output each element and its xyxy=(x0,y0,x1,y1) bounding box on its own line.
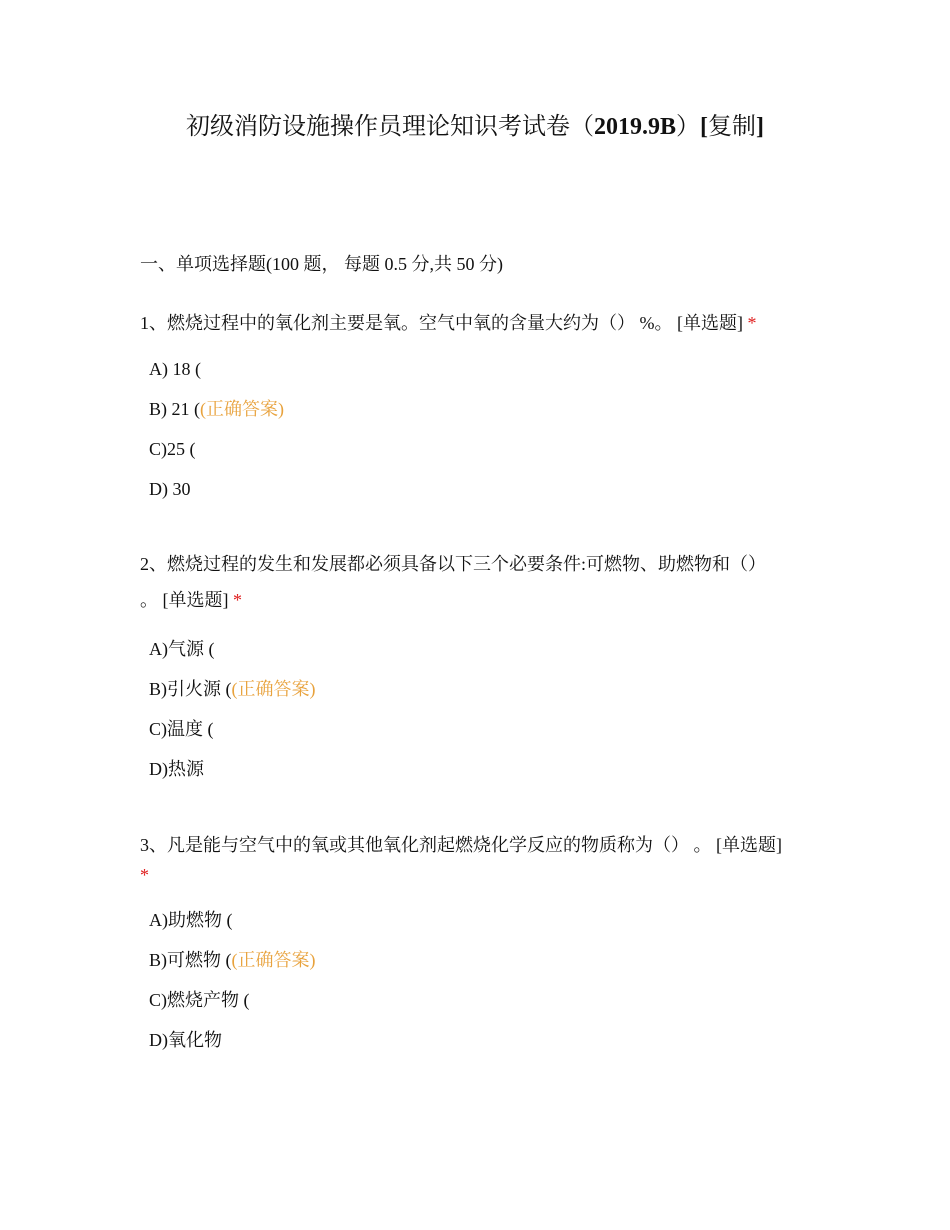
q1-option-a[interactable] xyxy=(149,357,201,381)
option-label: A) 18 ( xyxy=(149,359,201,379)
correct-answer-tag: (正确答案) xyxy=(200,399,284,419)
q3-option-b[interactable] xyxy=(149,948,316,972)
question-3-text xyxy=(140,827,820,887)
option-label: D)热源 xyxy=(149,759,204,779)
title-bracket-open: [ xyxy=(700,114,708,140)
title-copy-word: 复制 xyxy=(708,114,756,140)
question-2-prompt-line1: 2、燃烧过程的发生和发展都必须具备以下三个必要条件:可燃物、助燃物和（） xyxy=(140,554,766,574)
option-label: A)助燃物 ( xyxy=(149,910,233,930)
title-prefix: 初级消防设施操作员理论知识考试卷（ xyxy=(185,114,594,140)
q1-option-d[interactable] xyxy=(149,477,191,501)
option-label: D)氧化物 xyxy=(149,1030,222,1050)
question-3-prompt: 3、凡是能与空气中的氧或其他氧化剂起燃烧化学反应的物质称为（） 。 [单选题] xyxy=(140,835,782,855)
required-marker: * xyxy=(140,865,149,885)
correct-answer-tag: (正确答案) xyxy=(231,679,316,699)
option-label: B)可燃物 ( xyxy=(149,950,232,970)
option-label: C)温度 ( xyxy=(149,719,214,739)
question-1-text xyxy=(140,305,820,341)
title-bracket-close: ] xyxy=(756,114,764,140)
title-code: 2019.9B xyxy=(593,114,676,140)
title-close-paren: ） xyxy=(676,114,700,140)
option-label: C)25 ( xyxy=(149,439,196,459)
q3-option-d[interactable] xyxy=(149,1028,222,1052)
q1-option-b[interactable] xyxy=(149,397,284,421)
option-label: A)气源 ( xyxy=(149,639,215,659)
required-marker: * xyxy=(747,313,757,333)
option-label: B) 21 ( xyxy=(149,399,200,419)
question-2-prompt-line2 xyxy=(140,582,820,618)
option-label: B)引火源 ( xyxy=(149,679,232,699)
q2-option-a[interactable] xyxy=(149,637,215,661)
q1-option-c[interactable] xyxy=(149,437,196,461)
page-title xyxy=(0,112,950,142)
q2-option-c[interactable] xyxy=(149,717,214,741)
question-2-prompt-tail: 。 [单选题] xyxy=(140,590,229,610)
q3-option-c[interactable] xyxy=(149,988,250,1012)
q3-option-a[interactable] xyxy=(149,908,233,932)
option-label: D) 30 xyxy=(149,479,191,499)
correct-answer-tag: (正确答案) xyxy=(231,950,316,970)
section-heading: 一、单项选择题(100 题， 每题 0.5 分,共 50 分) xyxy=(140,254,503,274)
q2-option-d[interactable] xyxy=(149,757,204,781)
option-label: C)燃烧产物 ( xyxy=(149,990,250,1010)
q2-option-b[interactable] xyxy=(149,677,316,701)
required-marker: * xyxy=(233,590,242,610)
question-1-prompt: 1、燃烧过程中的氧化剂主要是氧。空气中氧的含量大约为（） %。 [单选题] xyxy=(140,313,743,333)
question-2-text xyxy=(140,546,820,618)
